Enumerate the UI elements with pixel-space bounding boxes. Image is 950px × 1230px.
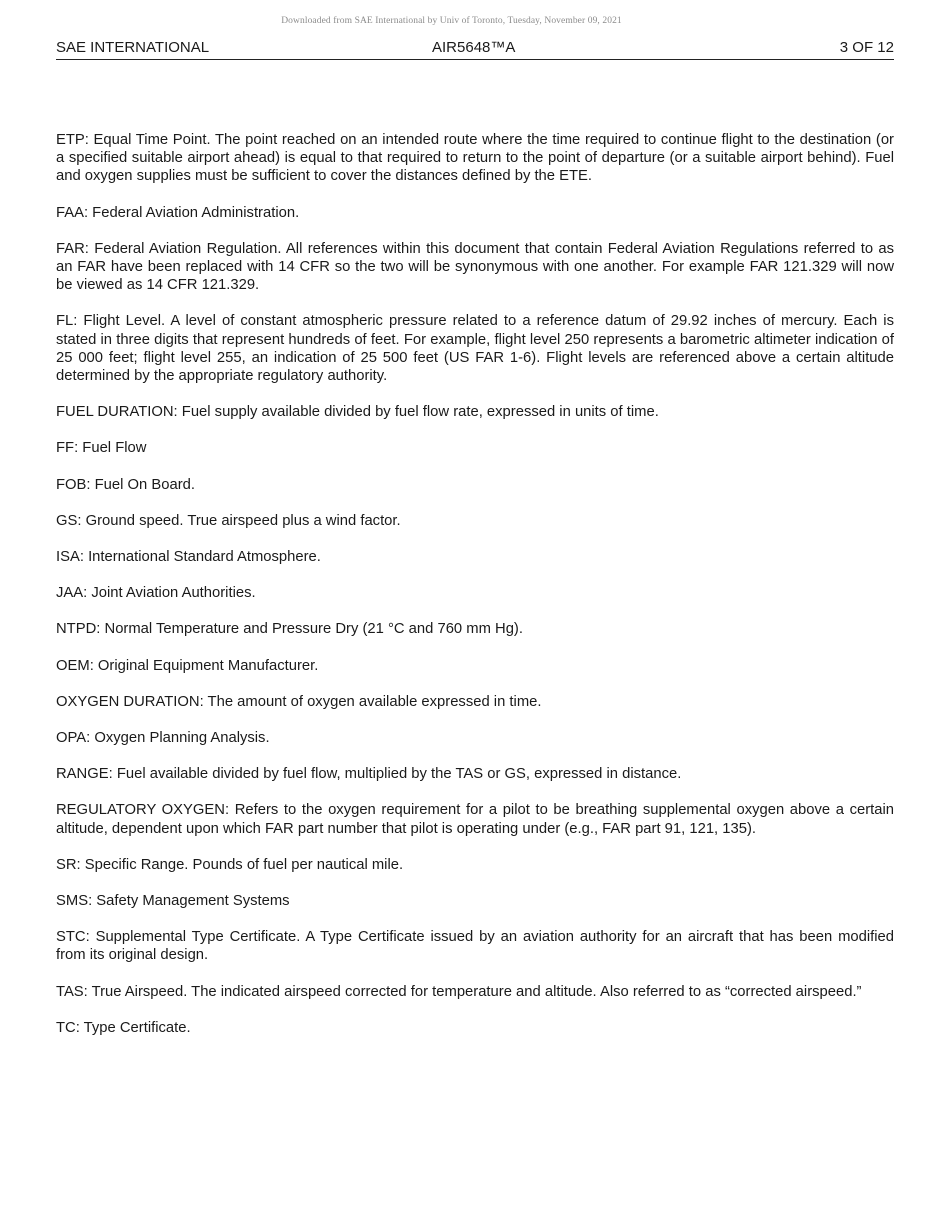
- download-watermark: Downloaded from SAE International by Univ of Toronto, Tuesday, November 09, 2021: [281, 16, 622, 26]
- definition-jaa: JAA: Joint Aviation Authorities.: [56, 585, 256, 602]
- definition-far: FAR: Federal Aviation Regulation. All references within this document that contain Federal Aviation Regulations referred to as an FAR have been replaced with 14 CFR so the two will be synonymous with one another. For example FAR 121.329 will now be viewed as 14 CFR 121.329.: [56, 240, 894, 294]
- definition-range: RANGE: Fuel available divided by fuel flow, multiplied by the TAS or GS, expressed in distance.: [56, 766, 682, 783]
- header-page-number: 3 OF 12: [839, 39, 894, 56]
- definition-tc: TC: Type Certificate.: [56, 1019, 191, 1036]
- definition-regulatory-oxygen: REGULATORY OXYGEN: Refers to the oxygen requirement for a pilot to be breathing supplemental oxygen above a certain altitude, dependent upon which FAR part number that pilot is operating under (e.g., FAR part 91, 121, 135).: [56, 802, 894, 837]
- definition-isa: ISA: International Standard Atmosphere.: [56, 549, 321, 566]
- header-organization: SAE INTERNATIONAL: [56, 39, 210, 56]
- definition-oxygen-duration: OXYGEN DURATION: The amount of oxygen available expressed in time.: [56, 693, 542, 710]
- definitions-list: [56, 131, 894, 1055]
- definition-fob: FOB: Fuel On Board.: [56, 476, 195, 493]
- page-header: [56, 39, 894, 60]
- definition-etp: ETP: Equal Time Point. The point reached on an intended route where the time required to continue flight to the destination (or a specified suitable airport ahead) is equal to that required to return to the point of departure (or a suitable airport behind). Fuel and oxygen supplies must be sufficient to cover the distances defined by the ETE.: [56, 132, 894, 185]
- definition-faa: FAA: Federal Aviation Administration.: [56, 204, 300, 221]
- definition-oem: OEM: Original Equipment Manufacturer.: [56, 657, 319, 674]
- definition-tas: TAS: True Airspeed. The indicated airspeed corrected for temperature and altitude. Also referred to as “corrected airspeed.”: [56, 983, 862, 1000]
- definition-sr: SR: Specific Range. Pounds of fuel per nautical mile.: [56, 856, 404, 873]
- definition-ntpd: NTPD: Normal Temperature and Pressure Dry (21 °C and 760 mm Hg).: [56, 621, 523, 638]
- definition-fuel-duration: FUEL DURATION: Fuel supply available divided by fuel flow rate, expressed in units of time.: [56, 404, 659, 421]
- definition-fl: FL: Flight Level. A level of constant atmospheric pressure related to a reference datum of 29.92 inches of mercury. Each is stated in three digits that represent hundreds of feet. For example, flight level 250 represents a barometric altimeter indication of 25 000 feet; flight level 255, an indication of 25 500 feet (US FAR 1-6). Flight levels are referenced above a certain altitude determined by the appropriate regulatory authority.: [56, 313, 894, 385]
- definition-opa: OPA: Oxygen Planning Analysis.: [56, 730, 270, 747]
- definition-gs: GS: Ground speed. True airspeed plus a wind factor.: [56, 512, 401, 529]
- header-document-id: AIR5648™A: [432, 39, 516, 56]
- definition-stc: STC: Supplemental Type Certificate. A Type Certificate issued by an aviation authority for an aircraft that has been modified from its original design.: [56, 929, 894, 964]
- definition-sms: SMS: Safety Management Systems: [56, 893, 290, 910]
- definition-ff: FF: Fuel Flow: [56, 440, 147, 457]
